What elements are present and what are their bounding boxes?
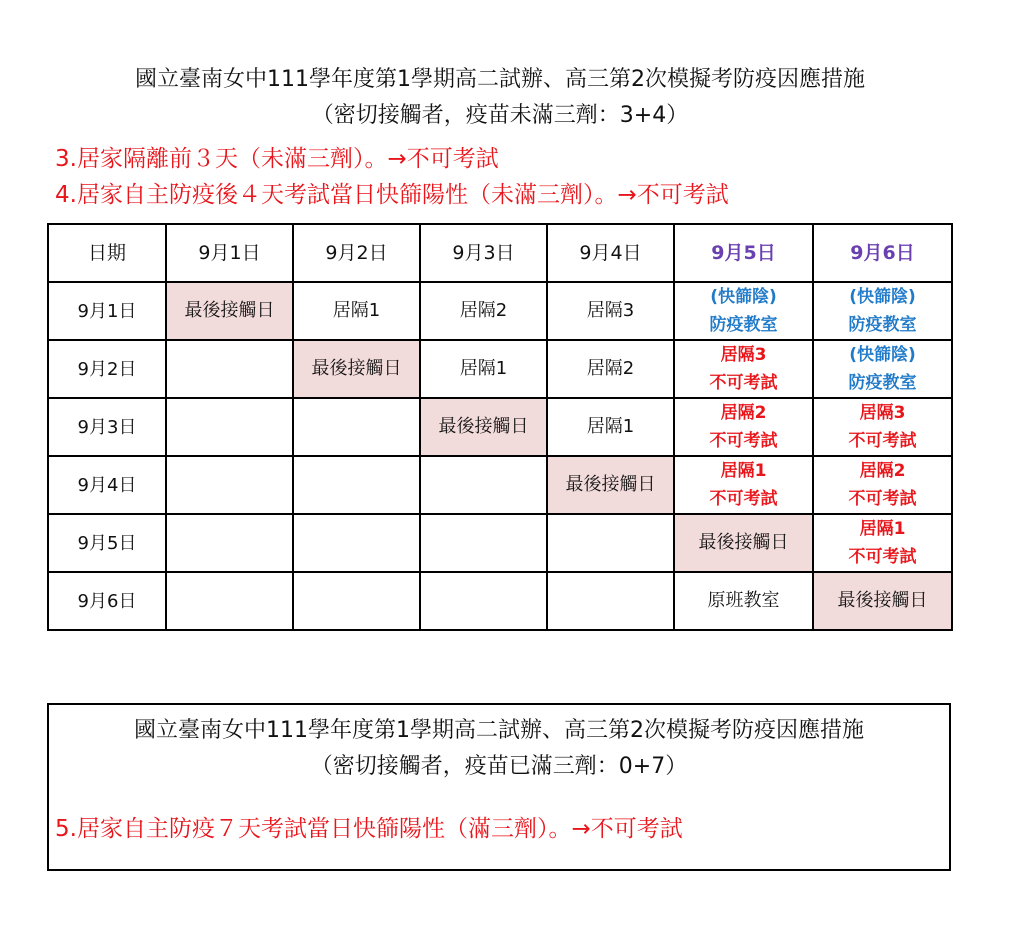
vaccinated-section [47, 703, 951, 871]
cell-text: 不可考試 [709, 489, 778, 509]
cell-text: 防疫教室 [848, 373, 917, 393]
no-exam-cell [813, 514, 952, 572]
schedule-cell [420, 340, 547, 398]
last-contact-cell [674, 514, 813, 572]
quarantine-schedule-table [47, 223, 953, 631]
schedule-cell [293, 282, 420, 340]
table-row [48, 514, 952, 572]
column-header-exam-day: 9月5日 [674, 224, 813, 282]
last-contact-cell [420, 398, 547, 456]
empty-cell [420, 572, 547, 630]
cell-text: 居隔1 [332, 300, 381, 321]
cell-text: 居隔2 [859, 461, 906, 481]
cell-text: 不可考試 [848, 431, 917, 451]
row-date-label: 9月5日 [48, 514, 166, 572]
corner-header: 日期 [48, 224, 166, 282]
rule-3: 3.居家隔離前３天（未滿三劑）。→不可考試 [55, 146, 499, 172]
table-header-row [48, 224, 952, 282]
cell-text: 居隔2 [586, 358, 635, 379]
cell-text: 不可考試 [848, 489, 917, 509]
column-header-exam-day: 9月6日 [813, 224, 952, 282]
empty-cell [293, 514, 420, 572]
empty-cell [293, 572, 420, 630]
column-header: 9月4日 [547, 224, 674, 282]
cell-text: 原班教室 [707, 590, 780, 611]
row-date-label: 9月6日 [48, 572, 166, 630]
column-header: 9月1日 [166, 224, 293, 282]
table-row [48, 282, 952, 340]
rule-5: 5.居家自主防疫７天考試當日快篩陽性（滿三劑）。→不可考試 [55, 816, 683, 842]
cell-text: 最後接觸日 [837, 590, 928, 611]
empty-cell [293, 398, 420, 456]
last-contact-cell [293, 340, 420, 398]
cell-text: 最後接觸日 [698, 532, 789, 553]
rule-4: 4.居家自主防疫後４天考試當日快篩陽性（未滿三劑）。→不可考試 [55, 182, 729, 208]
empty-cell [166, 514, 293, 572]
empty-cell [293, 456, 420, 514]
cell-text: 防疫教室 [848, 315, 917, 335]
cell-text: 最後接觸日 [438, 416, 529, 437]
schedule-cell [547, 398, 674, 456]
cell-text: 最後接觸日 [184, 300, 275, 321]
cell-text: 居隔1 [720, 461, 767, 481]
quarantine-classroom-cell [813, 340, 952, 398]
empty-cell [420, 456, 547, 514]
cell-text: 居隔3 [720, 345, 767, 365]
empty-cell [166, 340, 293, 398]
section2-title: 國立臺南女中111學年度第1學期高二試辦、高三第2次模擬考防疫因應措施 [134, 718, 864, 743]
cell-text: 居隔1 [859, 519, 906, 539]
no-exam-cell [674, 340, 813, 398]
no-exam-cell [813, 456, 952, 514]
empty-cell [547, 572, 674, 630]
cell-text: 不可考試 [709, 373, 778, 393]
row-date-label: 9月2日 [48, 340, 166, 398]
empty-cell [166, 456, 293, 514]
cell-text: 居隔2 [459, 300, 508, 321]
schedule-cell [674, 572, 813, 630]
empty-cell [166, 398, 293, 456]
empty-cell [420, 514, 547, 572]
quarantine-classroom-cell [674, 282, 813, 340]
schedule-cell [547, 340, 674, 398]
cell-text: 最後接觸日 [565, 474, 656, 495]
cell-text: (快篩陰) [710, 287, 777, 307]
row-date-label: 9月4日 [48, 456, 166, 514]
schedule-cell [420, 282, 547, 340]
empty-cell [166, 572, 293, 630]
table-row [48, 340, 952, 398]
cell-text: 防疫教室 [709, 315, 778, 335]
cell-text: (快篩陰) [849, 287, 916, 307]
table-row [48, 398, 952, 456]
row-date-label: 9月3日 [48, 398, 166, 456]
cell-text: 居隔1 [459, 358, 508, 379]
cell-text: 居隔2 [720, 403, 767, 423]
table-row [48, 572, 952, 630]
page-subtitle: （密切接觸者，疫苗未滿三劑：3+4） [311, 103, 689, 128]
no-exam-cell [674, 456, 813, 514]
section2-subtitle: （密切接觸者，疫苗已滿三劑：0+7） [310, 754, 688, 779]
schedule-cell [547, 282, 674, 340]
no-exam-cell [674, 398, 813, 456]
cell-text: 不可考試 [709, 431, 778, 451]
empty-cell [547, 514, 674, 572]
no-exam-cell [813, 398, 952, 456]
cell-text: 最後接觸日 [311, 358, 402, 379]
last-contact-cell [813, 572, 952, 630]
cell-text: 居隔3 [859, 403, 906, 423]
column-header: 9月3日 [420, 224, 547, 282]
cell-text: (快篩陰) [849, 345, 916, 365]
quarantine-classroom-cell [813, 282, 952, 340]
last-contact-cell [547, 456, 674, 514]
table-row [48, 456, 952, 514]
cell-text: 居隔3 [586, 300, 635, 321]
cell-text: 居隔1 [586, 416, 635, 437]
cell-text: 不可考試 [848, 547, 917, 567]
page-title: 國立臺南女中111學年度第1學期高二試辦、高三第2次模擬考防疫因應措施 [135, 67, 865, 92]
column-header: 9月2日 [293, 224, 420, 282]
row-date-label: 9月1日 [48, 282, 166, 340]
last-contact-cell [166, 282, 293, 340]
